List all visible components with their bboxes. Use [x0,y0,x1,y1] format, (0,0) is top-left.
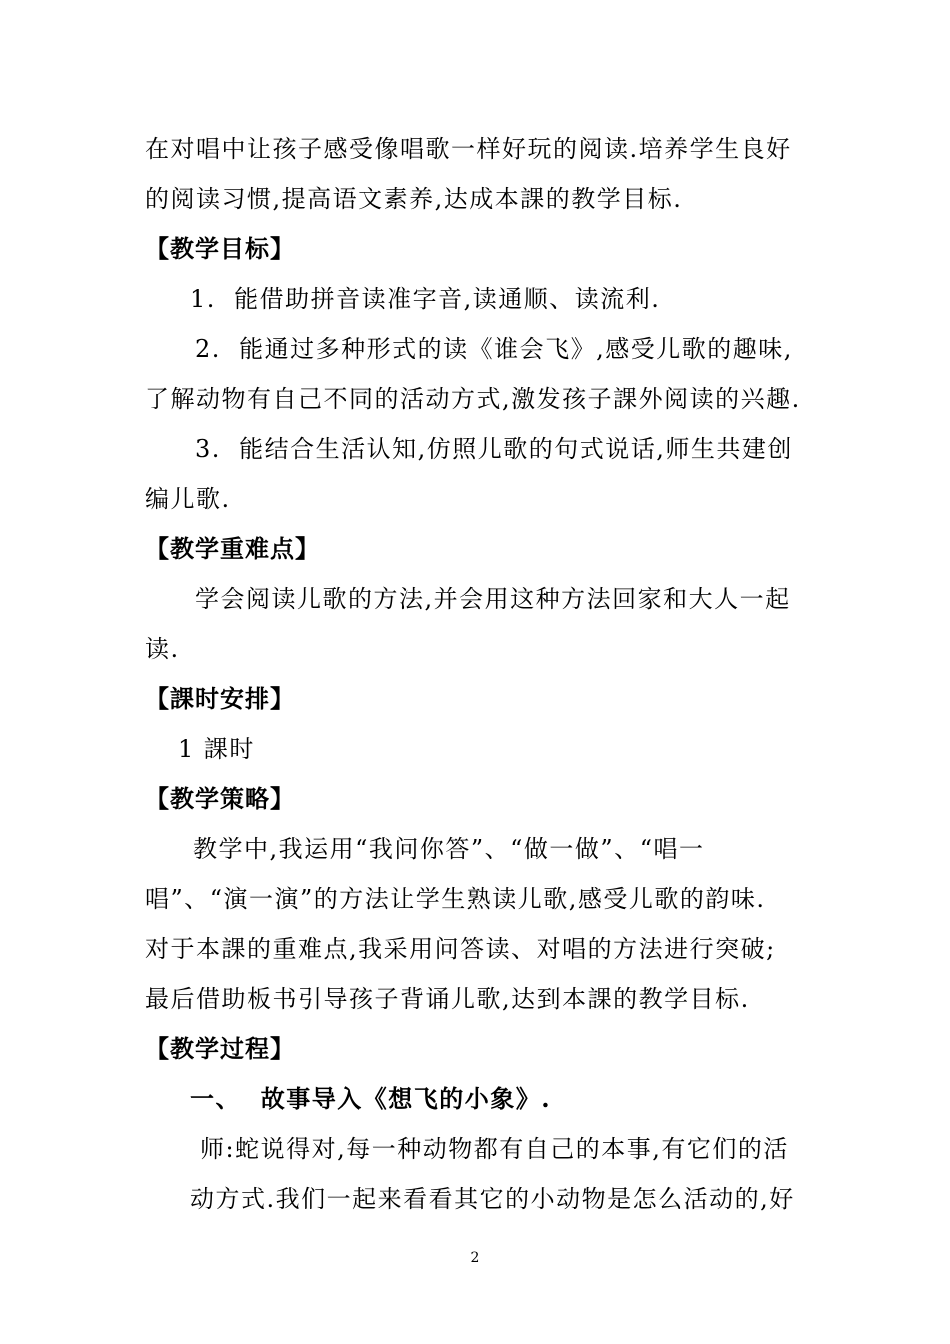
teacher-line-1: 师:蛇说得对,每一种动物都有自己的本事,有它们的活 [200,1135,789,1163]
strategy-line-2: 唱”、“演一演”的方法让学生熟读儿歌,感受儿歌的韵味. [145,885,766,913]
goal-item-3b: 编儿歌. [145,485,231,513]
heading-strategy: 【教学策略】 [145,785,295,813]
goal-item-3a: 3. 能结合生活认知,仿照儿歌的句式说话,师生共建创 [195,435,793,463]
key-points-line-2: 读. [145,635,180,663]
intro-line-2: 的阅读习惯,提高语文素养,达成本課的教学目标. [145,185,683,213]
strategy-line-4: 最后借助板书引导孩子背诵儿歌,达到本課的教学目标. [145,985,750,1013]
process-step-1: 一、 故事导入《想飞的小象》. [190,1084,552,1113]
strategy-line-1: 教学中,我运用“我问你答”、“做一做”、“唱一 [193,835,705,863]
heading-teaching-goals: 【教学目标】 [145,235,295,263]
teacher-line-2: 动方式.我们一起来看看其它的小动物是怎么活动的,好 [190,1185,795,1213]
page-number: 2 [470,1250,480,1266]
schedule-text: 1 課时 [178,735,255,763]
goal-item-2a: 2. 能通过多种形式的读《谁会飞》,感受儿歌的趣味, [195,335,793,363]
intro-line-1: 在对唱中让孩子感受像唱歌一样好玩的阅读.培养学生良好 [145,135,792,163]
heading-key-points: 【教学重难点】 [145,535,320,563]
goal-item-1: 1. 能借助拼音读准字音,读通顺、读流利. [190,285,661,313]
goal-item-2b: 了解动物有自己不同的活动方式,激发孩子課外阅读的兴趣. [145,385,801,413]
heading-process: 【教学过程】 [145,1035,295,1063]
key-points-line-1: 学会阅读儿歌的方法,并会用这种方法回家和大人一起 [195,585,791,613]
heading-schedule: 【課时安排】 [145,685,295,713]
strategy-line-3: 对于本課的重难点,我采用问答读、对唱的方法进行突破; [145,935,776,963]
